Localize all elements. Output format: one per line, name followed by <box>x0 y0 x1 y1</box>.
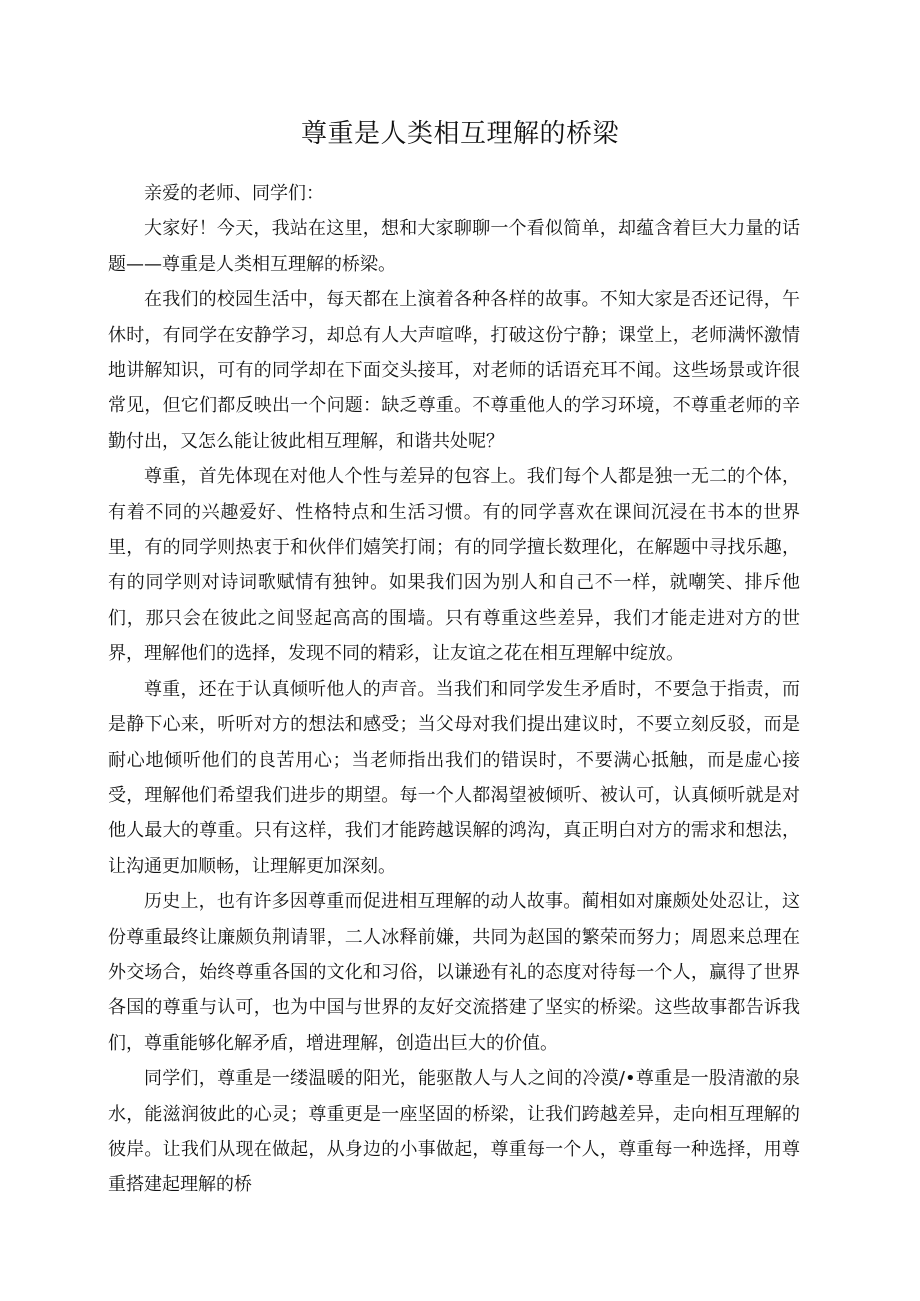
paragraph-history: 历史上，也有许多因尊重而促进相互理解的动人故事。蔺相如对廉颇处处忍让，这份尊重最终让廉颇负荆请罪，二人冰释前嫌，共同为赵国的繁荣而努力；周恩来总理在外交场合，始终尊重各国的文化和习俗，以谦逊有礼的态度对待每一个人，赢得了世界各国的尊重与认可，也为中国与世界的友好交流搭建了坚实的桥梁。这些故事都告诉我们，尊重能够化解矛盾，增进理解，创造出巨大的价值。 <box>108 891 800 1054</box>
paragraph-campus-life: 在我们的校园生活中，每天都在上演着各种各样的故事。不知大家是否还记得，午休时，有同学在安静学习，却总有人大声喧哗，打破这份宁静；课堂上，老师满怀激情地讲解知识，可有的同学却在下面交头接耳，对老师的话语充耳不闻。这些场景或许很常见，但它们都反映出一个问题：缺乏尊重。不尊重他人的学习环境，不尊重老师的辛勤付出，又怎么能让彼此相互理解，和谐共处呢？ <box>108 289 800 452</box>
document-title: 尊重是人类相互理解的桥梁 <box>300 119 619 149</box>
paragraph-listening: 尊重，还在于认真倾听他人的声音。当我们和同学发生矛盾时，不要急于指责，而是静下心来，听听对方的想法和感受；当父母对我们提出建议时，不要立刻反驳，而是耐心地倾听他们的良苦用心；当老师指出我们的错误时，不要满心抵触，而是虚心接受，理解他们希望我们进步的期望。每一个人都渴望被倾听、被认可，认真倾听就是对他人最大的尊重。只有这样，我们才能跨越误解的鸿沟，真正明白对方的需求和想法，让沟通更加顺畅，让理解更加深刻。 <box>108 678 800 877</box>
document-body <box>108 176 800 1203</box>
salutation: 亲爱的老师、同学们： <box>144 183 324 204</box>
paragraph-tolerance: 尊重，首先体现在对他人个性与差异的包容上。我们每个人都是独一无二的个体，有着不同的兴趣爱好、性格特点和生活习惯。有的同学喜欢在课间沉浸在书本的世界里，有的同学则热衷于和伙伴们嬉笑打闹；有的同学擅长数理化，在解题中寻找乐趣，有的同学则对诗词歌赋情有独钟。如果我们因为别人和自己不一样，就嘲笑、排斥他们，那只会在彼此之间竖起高高的围墙。只有尊重这些差异，我们才能走进对方的世界，理解他们的选择，发现不同的精彩，让友谊之花在相互理解中绽放。 <box>108 466 800 665</box>
paragraph-greeting: 大家好！今天，我站在这里，想和大家聊聊一个看似简单，却蕴含着巨大力量的话题——尊重是人类相互理解的桥梁。 <box>108 218 800 275</box>
paragraph-conclusion: 同学们，尊重是一缕温暖的阳光，能驱散人与人之间的冷漠/•尊重是一股清澈的泉水，能滋润彼此的心灵；尊重更是一座坚固的桥梁，让我们跨越差异，走向相互理解的彼岸。让我们从现在做起，从身边的小事做起，尊重每一个人，尊重每一种选择，用尊重搭建起理解的桥 <box>108 1068 800 1196</box>
